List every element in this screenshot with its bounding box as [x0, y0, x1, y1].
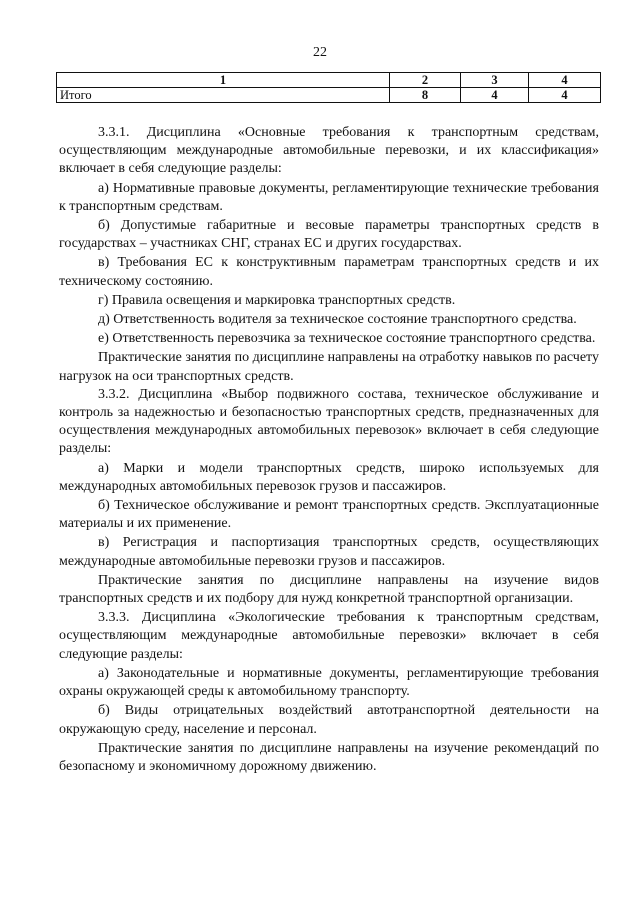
paragraph: б) Техническое обслуживание и ремонт транспортных средств. Эксплуатационные материалы и их применение. — [59, 498, 599, 532]
paragraph: Практические занятия по дисциплине направлены на изучение рекомендаций по безопасному и экономичному дорожному движению. — [59, 740, 599, 774]
paragraph-3-3-1: 3.3.1. Дисциплина «Основные требования к транспортным средствам, осуществляющим международные автомобильные перевозки, и их классификация» включает в себя следующие разделы: — [59, 125, 599, 177]
table-cell-label: Итого — [57, 88, 390, 103]
document-body — [59, 124, 599, 776]
paragraph: б) Виды отрицательных воздействий автотранспортной деятельности на окружающую среду, население и персонал. — [59, 703, 599, 737]
paragraph: а) Законодательные и нормативные документы, регламентирующие требования охраны окружающей среды к автомобильному транспорту. — [59, 665, 599, 700]
summary-table — [56, 72, 601, 103]
table-header-cell: 2 — [390, 73, 461, 88]
paragraph: а) Марки и модели транспортных средств, широко используемых для международных автомобильных перевозок грузов и пассажиров. — [59, 460, 599, 494]
table-header-cell: 3 — [461, 73, 529, 88]
paragraph: Практические занятия по дисциплине направлены на отработку навыков по расчету нагрузок на оси транспортных средств. — [59, 350, 599, 384]
paragraph: а) Нормативные правовые документы, регламентирующие технические требования к транспортным средствам. — [59, 180, 599, 214]
table-cell: 4 — [461, 88, 529, 103]
table-cell: 8 — [390, 88, 461, 103]
paragraph-3-3-3: 3.3.3. Дисциплина «Экологические требования к транспортным средствам, осуществляющим международные автомобильные перевозки» включает в себя следующие разделы: — [59, 610, 599, 662]
paragraph: в) Регистрация и паспортизация транспортных средств, осуществляющих международные автомобильные перевозки грузов и пассажиров. — [59, 535, 599, 569]
paragraph-3-3-2: 3.3.2. Дисциплина «Выбор подвижного состава, техническое обслуживание и контроль за надежностью и безопасностью транспортных средств, предназначенных для осуществления международных автомобильных перевозок» включает в себя следующие разделы: — [59, 386, 599, 457]
table-header-cell: 4 — [529, 73, 601, 88]
paragraph: д) Ответственность водителя за техническое состояние транспортного средства. — [98, 312, 577, 328]
table-header-cell: 1 — [57, 73, 390, 88]
paragraph: в) Требования ЕС к конструктивным параметрам транспортных средств и их техническому состоянию. — [59, 255, 599, 289]
page-number: 22 — [313, 45, 327, 60]
paragraph: е) Ответственность перевозчика за техническое состояние транспортного средства. — [98, 331, 596, 347]
table-cell: 4 — [529, 88, 601, 103]
table-header-row — [57, 73, 601, 88]
table-total-row — [57, 88, 601, 103]
paragraph: Практические занятия по дисциплине направлены на изучение видов транспортных средств и их подбору для нужд конкретной транспортной организации. — [59, 572, 599, 607]
paragraph: г) Правила освещения и маркировка транспортных средств. — [98, 292, 456, 308]
paragraph: б) Допустимые габаритные и весовые параметры транспортных средств в государствах – участниках СНГ, странах ЕС и других государствах. — [59, 218, 599, 252]
